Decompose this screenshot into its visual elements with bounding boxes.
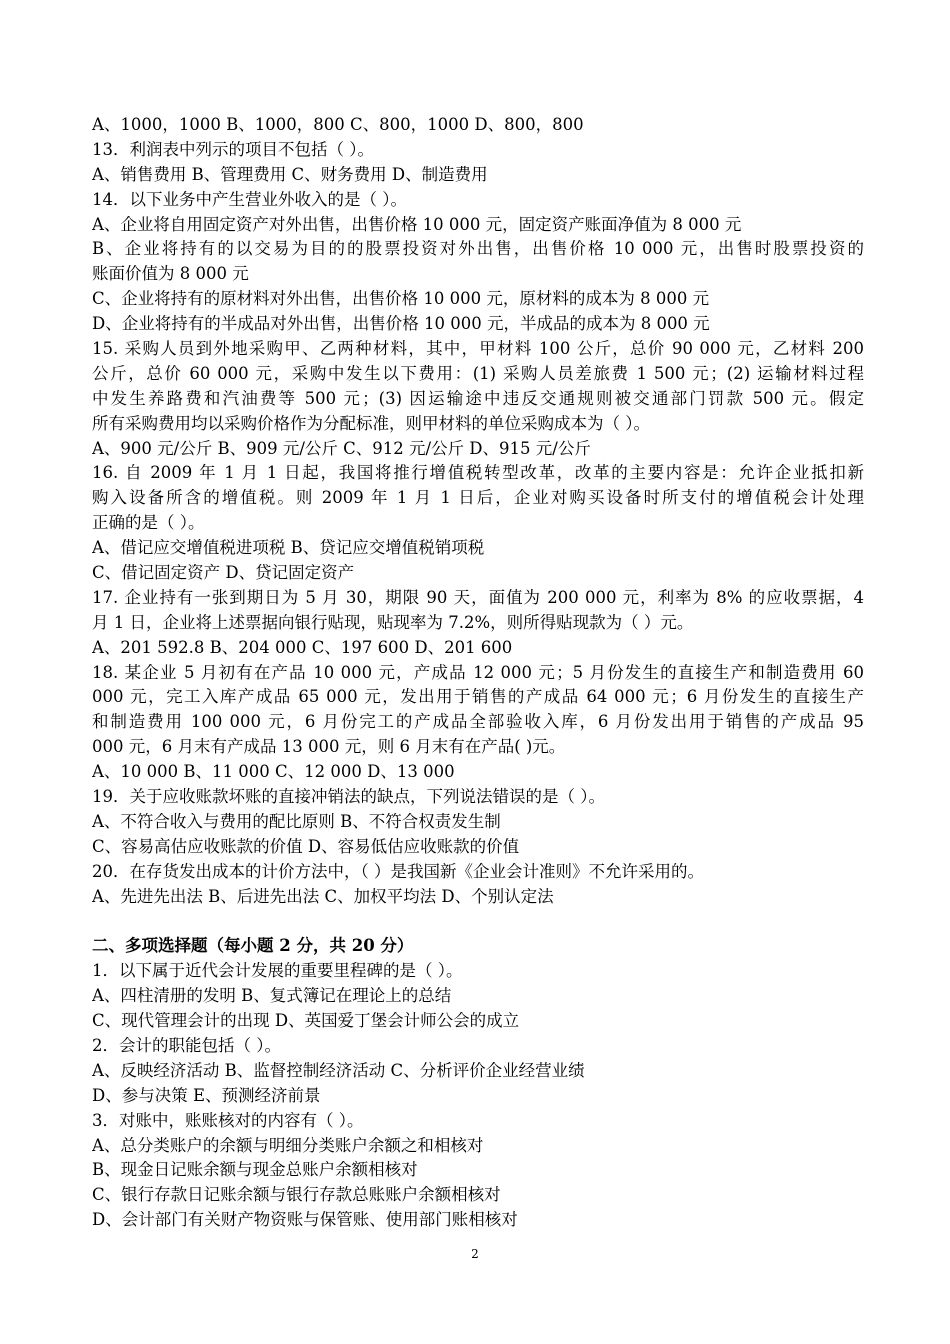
- text-line: A、企业将自用固定资产对外出售，出售价格 10 000 元，固定资产账面净值为 8 000 元: [92, 214, 742, 234]
- text-line: B、现金日记账余额与现金总账户余额相核对: [92, 1160, 418, 1180]
- text-line: 和制造费用 100 000 元，6 月份完工的产成品全部验收入库，6 月份发出用于销售的产成品 95: [92, 712, 864, 732]
- text-line: 15. 采购人员到外地采购甲、乙两种材料，其中，甲材料 100 公斤，总价 90 000 元，乙材料 200: [92, 339, 864, 359]
- text-line: A、900 元/公斤 B、909 元/公斤 C、912 元/公斤 D、915 元/公斤: [92, 438, 591, 458]
- text-line: 账面价值为 8 000 元: [92, 264, 249, 284]
- text-line: D、企业将持有的半成品对外出售，出售价格 10 000 元，半成品的成本为 8 000 元: [92, 314, 710, 334]
- text-line: A、201 592.8 B、204 000 C、197 600 D、201 600: [92, 637, 513, 657]
- text-line: 17. 企业持有一张到期日为 5 月 30，期限 90 天，面值为 200 000 元，利率为 8% 的应收票据，4: [92, 587, 864, 607]
- text-line: 14．以下业务中产生营业外收入的是（ ）。: [92, 189, 407, 209]
- text-line: A、销售费用 B、管理费用 C、财务费用 D、制造费用: [92, 164, 488, 184]
- text-line: 月 1 日，企业将上述票据向银行贴现，贴现率为 7.2%，则所得贴现款为（ ）元。: [92, 612, 694, 632]
- text-line: 正确的是（ ）。: [92, 513, 205, 533]
- text-line: A、不符合收入与费用的配比原则 B、不符合权责发生制: [92, 811, 501, 831]
- text-line: 000 元，6 月末有产成品 13 000 元，则 6 月末有在产品( )元。: [92, 737, 566, 757]
- text-line: D、会计部门有关财产物资账与保管账、使用部门账相核对: [92, 1210, 518, 1230]
- text-line: A、总分类账户的余额与明细分类账户余额之和相核对: [92, 1135, 484, 1155]
- text-line: 所有采购费用均以采购价格作为分配标准，则甲材料的单位采购成本为（ ）。: [92, 413, 650, 433]
- text-line: 13．利润表中列示的项目不包括（ ）。: [92, 139, 374, 159]
- text-line: 20．在存货发出成本的计价方法中，（ ）是我国新《企业会计准则》不允许采用的。: [92, 861, 704, 881]
- text-line: 中发生养路费和汽油费等 500 元；(3) 因运输途中违反交通规则被交通部门罚款 500 元。假定: [92, 388, 864, 408]
- text-line: C、现代管理会计的出现 D、英国爱丁堡会计师公会的成立: [92, 1011, 520, 1031]
- text-line: 2．会计的职能包括（ ）。: [92, 1035, 281, 1055]
- text-line: 000 元，完工入库产成品 65 000 元，发出用于销售的产成品 64 000 元；6 月份发生的直接生产: [92, 687, 864, 707]
- text-line: C、银行存款日记账余额与银行存款总账账户余额相核对: [92, 1185, 501, 1205]
- text-line: A、先进先出法 B、后进先出法 C、加权平均法 D、个别认定法: [92, 886, 554, 906]
- text-line: A、1000，1000 B、1000，800 C、800，1000 D、800，800: [92, 115, 584, 134]
- text-line: B、企业将持有的以交易为目的的股票投资对外出售，出售价格 10 000 元，出售时股票投资的: [92, 239, 864, 259]
- text-line: A、四柱清册的发明 B、复式簿记在理论上的总结: [92, 986, 452, 1006]
- text-line: 公斤，总价 60 000 元，采购中发生以下费用：(1) 采购人员差旅费 1 500 元；(2) 运输材料过程: [92, 363, 864, 383]
- text-line: 3．对账中，账账核对的内容有（ ）。: [92, 1110, 364, 1130]
- text-line: A、10 000 B、11 000 C、12 000 D、13 000: [92, 762, 455, 782]
- text-line: C、企业将持有的原材料对外出售，出售价格 10 000 元，原材料的成本为 8 000 元: [92, 289, 710, 309]
- text-line: C、借记固定资产 D、贷记固定资产: [92, 563, 355, 583]
- text-line: 1．以下属于近代会计发展的重要里程碑的是（ ）。: [92, 961, 463, 981]
- text-line: D、参与决策 E、预测经济前景: [92, 1085, 321, 1105]
- text-line: A、反映经济活动 B、监督控制经济活动 C、分析评价企业经营业绩: [92, 1060, 585, 1080]
- text-line: 18. 某企业 5 月初有在产品 10 000 元，产成品 12 000 元；5 月份发生的直接生产和制造费用 60: [92, 662, 864, 682]
- page-content: [92, 113, 864, 1233]
- text-line: A、借记应交增值税进项税 B、贷记应交增值税销项税: [92, 538, 485, 558]
- text-line: 16. 自 2009 年 1 月 1 日起，我国将推行增值税转型改革，改革的主要内容是：允许企业抵扣新: [92, 463, 864, 483]
- section-heading: 二、多项选择题（每小题 2 分，共 20 分）: [92, 936, 414, 956]
- text-line: 19．关于应收账款坏账的直接冲销法的缺点，下列说法错误的是（ ）。: [92, 787, 605, 807]
- text-line: C、容易高估应收账款的价值 D、容易低估应收账款的价值: [92, 836, 520, 856]
- page-number: 2: [471, 1247, 479, 1261]
- text-line: 购入设备所含的增值税。则 2009 年 1 月 1 日后，企业对购买设备时所支付的增值税会计处理: [92, 488, 864, 508]
- blank-line: [92, 910, 864, 935]
